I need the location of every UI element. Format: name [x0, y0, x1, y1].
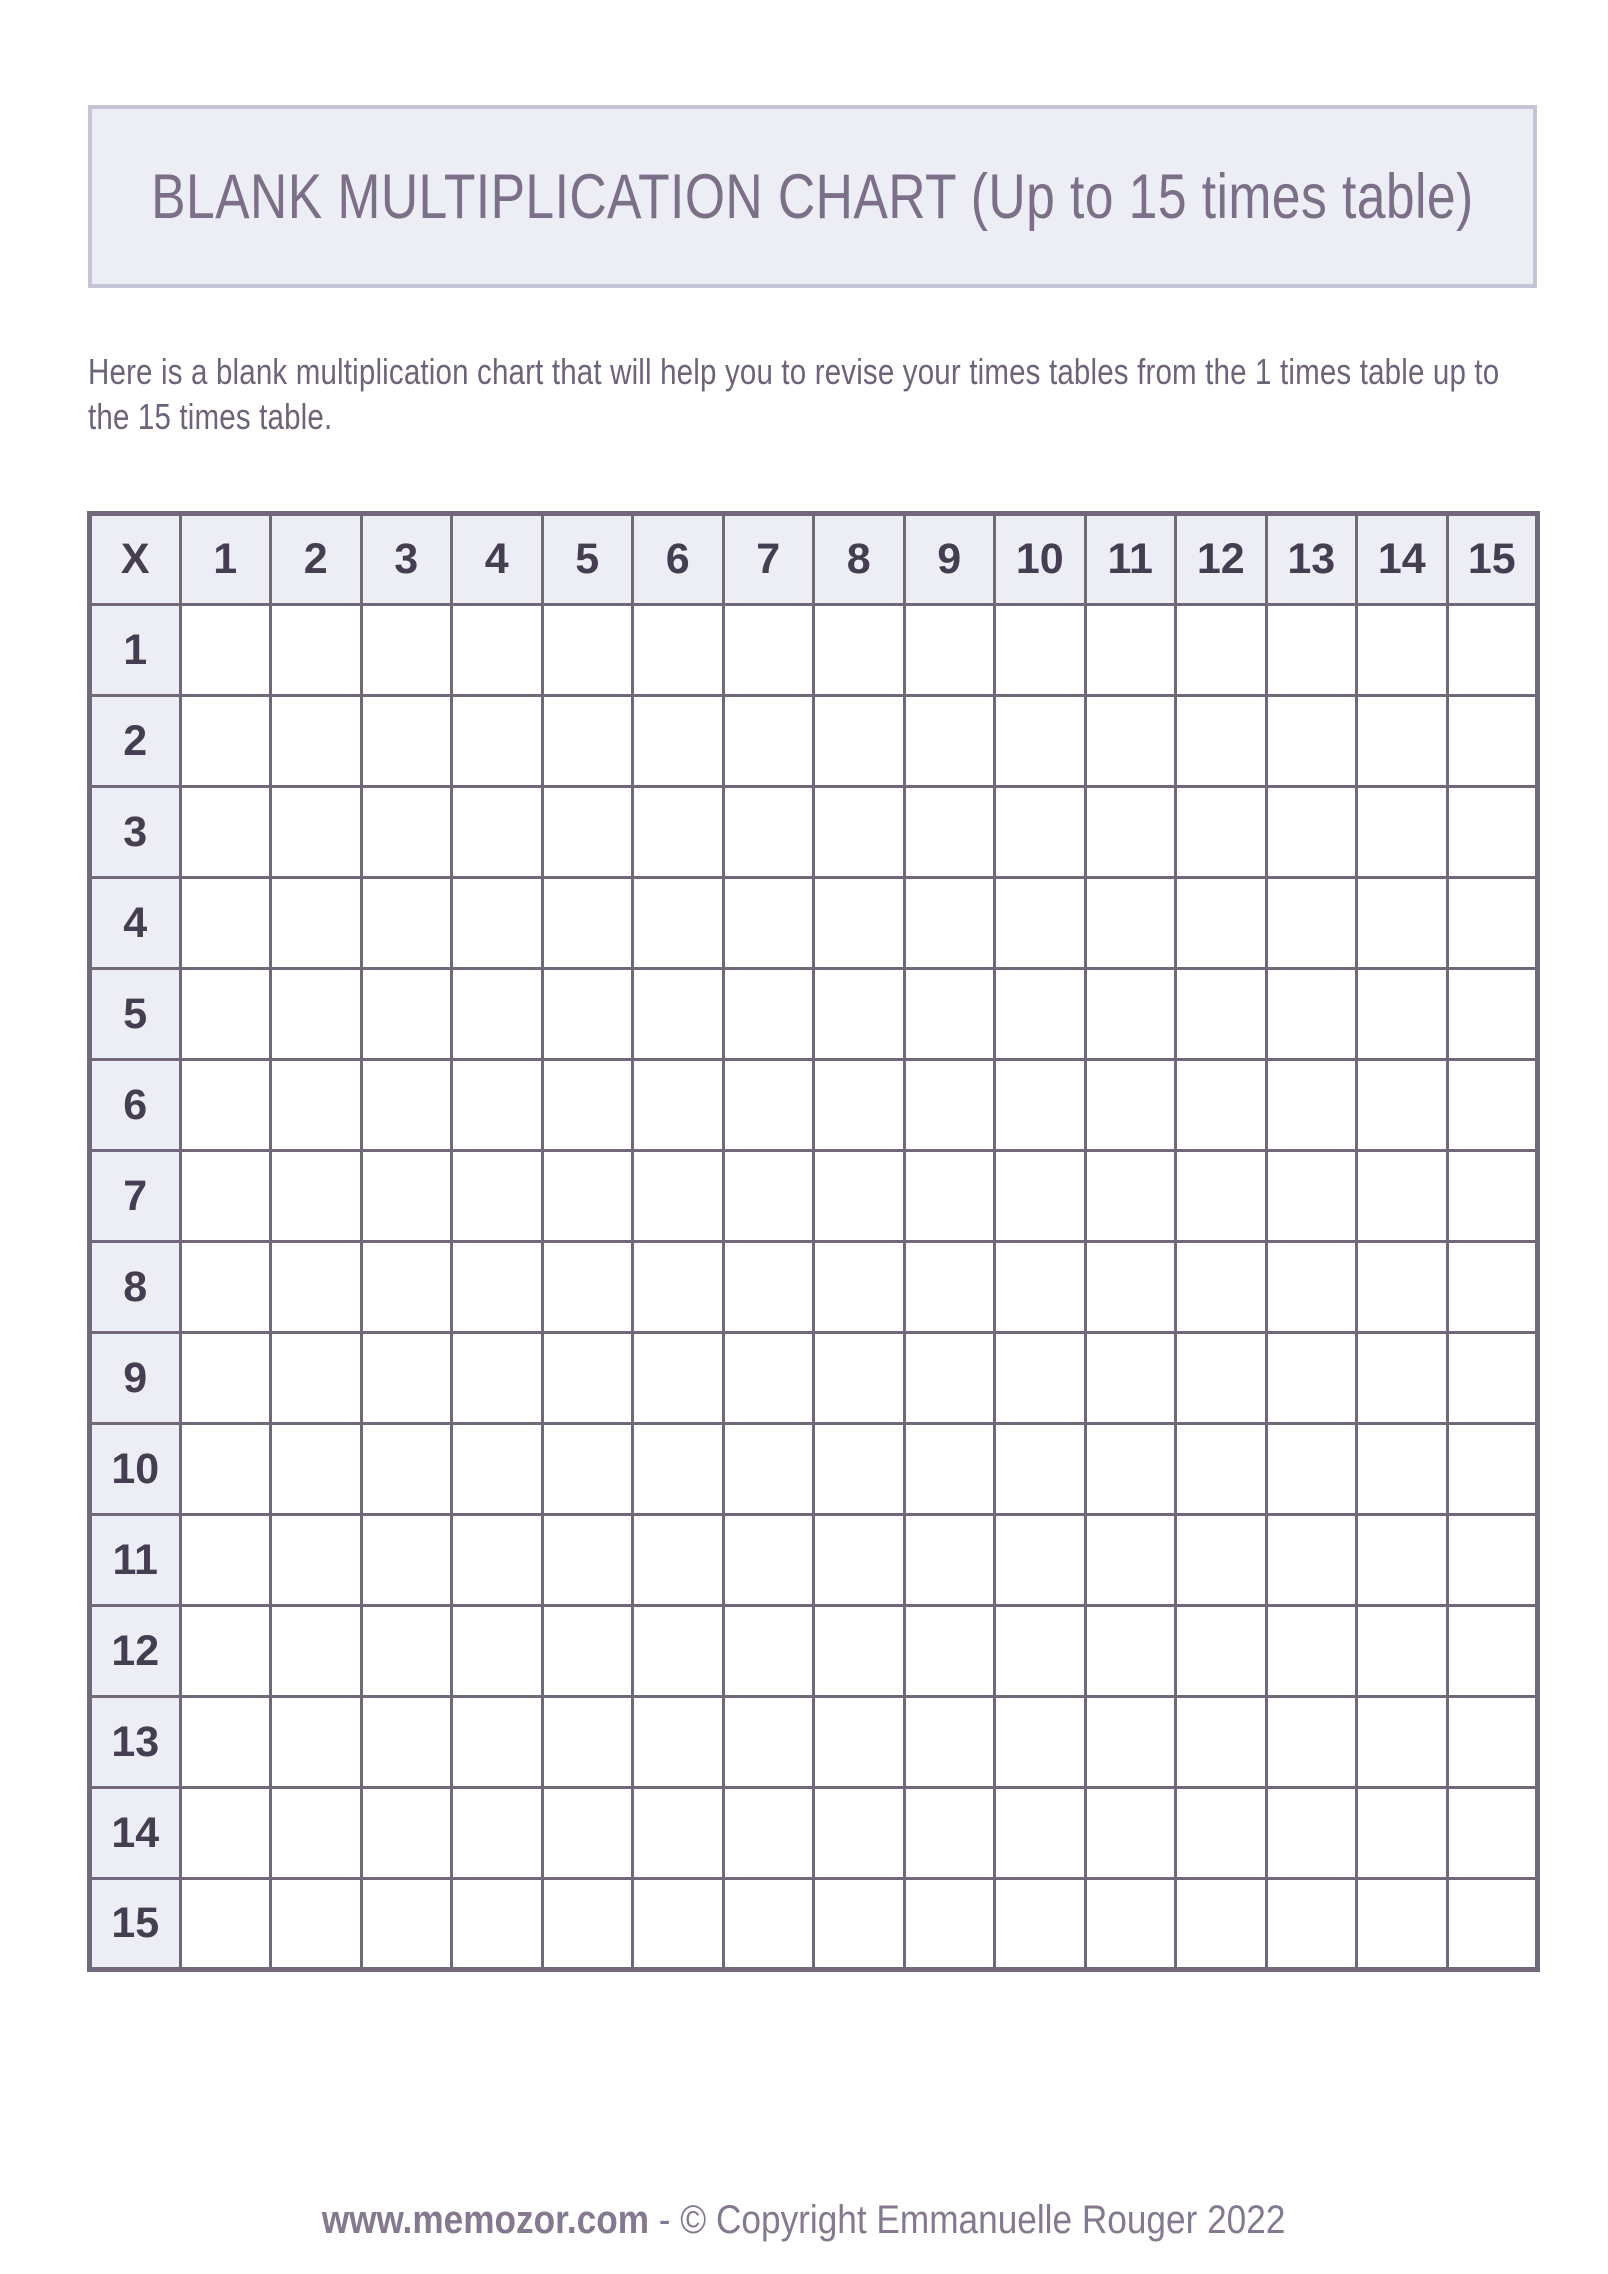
product-cell-5x6	[633, 969, 724, 1060]
product-cell-3x9	[904, 787, 995, 878]
product-cell-4x2	[271, 878, 362, 969]
product-cell-6x6	[633, 1060, 724, 1151]
product-cell-7x9	[904, 1151, 995, 1242]
title-banner	[88, 105, 1537, 288]
product-cell-2x11	[1085, 696, 1176, 787]
product-cell-13x9	[904, 1697, 995, 1788]
product-cell-4x8	[814, 878, 905, 969]
product-cell-1x8	[814, 605, 905, 696]
product-cell-7x7	[723, 1151, 814, 1242]
product-cell-3x11	[1085, 787, 1176, 878]
product-cell-8x5	[542, 1242, 633, 1333]
column-header-2: 2	[271, 514, 362, 605]
product-cell-13x5	[542, 1697, 633, 1788]
product-cell-2x3	[361, 696, 452, 787]
product-cell-8x10	[995, 1242, 1086, 1333]
product-cell-3x15	[1447, 787, 1538, 878]
product-cell-1x14	[1357, 605, 1448, 696]
product-cell-11x15	[1447, 1515, 1538, 1606]
product-cell-15x7	[723, 1879, 814, 1970]
product-cell-7x8	[814, 1151, 905, 1242]
product-cell-13x14	[1357, 1697, 1448, 1788]
product-cell-4x9	[904, 878, 995, 969]
product-cell-8x1	[180, 1242, 271, 1333]
product-cell-11x8	[814, 1515, 905, 1606]
product-cell-14x8	[814, 1788, 905, 1879]
product-cell-7x6	[633, 1151, 724, 1242]
product-cell-11x2	[271, 1515, 362, 1606]
product-cell-1x6	[633, 605, 724, 696]
column-header-7: 7	[723, 514, 814, 605]
footer-text	[322, 2198, 1286, 2243]
product-cell-2x4	[452, 696, 543, 787]
product-cell-2x7	[723, 696, 814, 787]
product-cell-5x7	[723, 969, 814, 1060]
row-header-7: 7	[90, 1151, 181, 1242]
product-cell-1x3	[361, 605, 452, 696]
product-cell-10x15	[1447, 1424, 1538, 1515]
product-cell-8x2	[271, 1242, 362, 1333]
product-cell-10x8	[814, 1424, 905, 1515]
product-cell-2x6	[633, 696, 724, 787]
product-cell-14x5	[542, 1788, 633, 1879]
product-cell-6x2	[271, 1060, 362, 1151]
product-cell-7x5	[542, 1151, 633, 1242]
product-cell-13x12	[1176, 1697, 1267, 1788]
product-cell-12x4	[452, 1606, 543, 1697]
row-header-2: 2	[90, 696, 181, 787]
product-cell-4x4	[452, 878, 543, 969]
product-cell-6x7	[723, 1060, 814, 1151]
table-row-11	[90, 1515, 1538, 1606]
product-cell-12x2	[271, 1606, 362, 1697]
product-cell-6x10	[995, 1060, 1086, 1151]
product-cell-9x8	[814, 1333, 905, 1424]
product-cell-9x10	[995, 1333, 1086, 1424]
column-header-row	[90, 514, 1538, 605]
product-cell-11x9	[904, 1515, 995, 1606]
product-cell-9x5	[542, 1333, 633, 1424]
row-header-12: 12	[90, 1606, 181, 1697]
product-cell-12x1	[180, 1606, 271, 1697]
row-header-10: 10	[90, 1424, 181, 1515]
product-cell-7x13	[1266, 1151, 1357, 1242]
corner-cell: X	[90, 514, 181, 605]
product-cell-4x15	[1447, 878, 1538, 969]
product-cell-5x2	[271, 969, 362, 1060]
product-cell-4x10	[995, 878, 1086, 969]
product-cell-11x12	[1176, 1515, 1267, 1606]
product-cell-10x14	[1357, 1424, 1448, 1515]
product-cell-5x1	[180, 969, 271, 1060]
product-cell-15x15	[1447, 1879, 1538, 1970]
product-cell-5x9	[904, 969, 995, 1060]
product-cell-5x12	[1176, 969, 1267, 1060]
product-cell-11x6	[633, 1515, 724, 1606]
product-cell-15x12	[1176, 1879, 1267, 1970]
product-cell-9x13	[1266, 1333, 1357, 1424]
product-cell-8x3	[361, 1242, 452, 1333]
product-cell-3x2	[271, 787, 362, 878]
row-header-15: 15	[90, 1879, 181, 1970]
product-cell-1x10	[995, 605, 1086, 696]
product-cell-15x4	[452, 1879, 543, 1970]
product-cell-9x11	[1085, 1333, 1176, 1424]
product-cell-8x6	[633, 1242, 724, 1333]
product-cell-11x1	[180, 1515, 271, 1606]
product-cell-10x5	[542, 1424, 633, 1515]
row-header-14: 14	[90, 1788, 181, 1879]
product-cell-10x6	[633, 1424, 724, 1515]
product-cell-5x10	[995, 969, 1086, 1060]
product-cell-9x14	[1357, 1333, 1448, 1424]
product-cell-8x14	[1357, 1242, 1448, 1333]
product-cell-2x2	[271, 696, 362, 787]
product-cell-8x4	[452, 1242, 543, 1333]
product-cell-12x15	[1447, 1606, 1538, 1697]
intro-sentence: Here is a blank multiplication chart that will help you to revise your times tables from the 1 times table up to the 15 times table.	[88, 351, 1500, 437]
multiplication-table	[87, 511, 1540, 1972]
product-cell-6x14	[1357, 1060, 1448, 1151]
column-header-14: 14	[1357, 514, 1448, 605]
product-cell-8x9	[904, 1242, 995, 1333]
product-cell-1x15	[1447, 605, 1538, 696]
product-cell-12x9	[904, 1606, 995, 1697]
row-header-13: 13	[90, 1697, 181, 1788]
table-row-5	[90, 969, 1538, 1060]
product-cell-1x5	[542, 605, 633, 696]
product-cell-9x12	[1176, 1333, 1267, 1424]
column-header-15: 15	[1447, 514, 1538, 605]
product-cell-15x8	[814, 1879, 905, 1970]
product-cell-3x12	[1176, 787, 1267, 878]
product-cell-2x8	[814, 696, 905, 787]
product-cell-7x14	[1357, 1151, 1448, 1242]
product-cell-9x4	[452, 1333, 543, 1424]
product-cell-13x6	[633, 1697, 724, 1788]
product-cell-11x7	[723, 1515, 814, 1606]
product-cell-5x14	[1357, 969, 1448, 1060]
product-cell-7x15	[1447, 1151, 1538, 1242]
product-cell-4x14	[1357, 878, 1448, 969]
product-cell-10x4	[452, 1424, 543, 1515]
product-cell-5x4	[452, 969, 543, 1060]
product-cell-3x7	[723, 787, 814, 878]
product-cell-14x7	[723, 1788, 814, 1879]
product-cell-6x13	[1266, 1060, 1357, 1151]
table-row-4	[90, 878, 1538, 969]
product-cell-14x11	[1085, 1788, 1176, 1879]
row-header-3: 3	[90, 787, 181, 878]
product-cell-1x12	[1176, 605, 1267, 696]
product-cell-15x9	[904, 1879, 995, 1970]
product-cell-4x3	[361, 878, 452, 969]
product-cell-7x4	[452, 1151, 543, 1242]
column-header-3: 3	[361, 514, 452, 605]
product-cell-10x9	[904, 1424, 995, 1515]
column-header-11: 11	[1085, 514, 1176, 605]
intro-paragraph	[88, 349, 1543, 439]
product-cell-5x3	[361, 969, 452, 1060]
row-header-9: 9	[90, 1333, 181, 1424]
product-cell-7x3	[361, 1151, 452, 1242]
product-cell-7x12	[1176, 1151, 1267, 1242]
product-cell-14x2	[271, 1788, 362, 1879]
product-cell-8x15	[1447, 1242, 1538, 1333]
product-cell-11x14	[1357, 1515, 1448, 1606]
product-cell-3x4	[452, 787, 543, 878]
product-cell-15x2	[271, 1879, 362, 1970]
product-cell-1x9	[904, 605, 995, 696]
product-cell-13x3	[361, 1697, 452, 1788]
product-cell-2x12	[1176, 696, 1267, 787]
product-cell-2x14	[1357, 696, 1448, 787]
product-cell-1x11	[1085, 605, 1176, 696]
table-body	[90, 605, 1538, 1970]
product-cell-4x5	[542, 878, 633, 969]
product-cell-12x7	[723, 1606, 814, 1697]
table-row-9	[90, 1333, 1538, 1424]
product-cell-11x4	[452, 1515, 543, 1606]
product-cell-2x15	[1447, 696, 1538, 787]
product-cell-1x1	[180, 605, 271, 696]
product-cell-5x8	[814, 969, 905, 1060]
table-row-14	[90, 1788, 1538, 1879]
product-cell-14x1	[180, 1788, 271, 1879]
product-cell-9x15	[1447, 1333, 1538, 1424]
product-cell-8x7	[723, 1242, 814, 1333]
product-cell-2x5	[542, 696, 633, 787]
product-cell-2x10	[995, 696, 1086, 787]
product-cell-8x8	[814, 1242, 905, 1333]
product-cell-1x7	[723, 605, 814, 696]
product-cell-12x11	[1085, 1606, 1176, 1697]
product-cell-13x11	[1085, 1697, 1176, 1788]
product-cell-4x1	[180, 878, 271, 969]
product-cell-6x12	[1176, 1060, 1267, 1151]
column-header-5: 5	[542, 514, 633, 605]
product-cell-10x2	[271, 1424, 362, 1515]
product-cell-12x6	[633, 1606, 724, 1697]
product-cell-5x13	[1266, 969, 1357, 1060]
column-header-10: 10	[995, 514, 1086, 605]
product-cell-15x6	[633, 1879, 724, 1970]
product-cell-3x14	[1357, 787, 1448, 878]
column-header-13: 13	[1266, 514, 1357, 605]
product-cell-3x13	[1266, 787, 1357, 878]
product-cell-12x12	[1176, 1606, 1267, 1697]
row-header-11: 11	[90, 1515, 181, 1606]
product-cell-1x4	[452, 605, 543, 696]
product-cell-12x10	[995, 1606, 1086, 1697]
product-cell-12x13	[1266, 1606, 1357, 1697]
product-cell-14x3	[361, 1788, 452, 1879]
product-cell-7x11	[1085, 1151, 1176, 1242]
row-header-1: 1	[90, 605, 181, 696]
footer-separator: -	[649, 2198, 681, 2242]
table-row-3	[90, 787, 1538, 878]
product-cell-11x5	[542, 1515, 633, 1606]
product-cell-9x2	[271, 1333, 362, 1424]
product-cell-10x7	[723, 1424, 814, 1515]
table-head	[90, 514, 1538, 605]
product-cell-13x8	[814, 1697, 905, 1788]
product-cell-8x13	[1266, 1242, 1357, 1333]
product-cell-14x12	[1176, 1788, 1267, 1879]
product-cell-8x11	[1085, 1242, 1176, 1333]
product-cell-4x6	[633, 878, 724, 969]
product-cell-6x4	[452, 1060, 543, 1151]
table-row-1	[90, 605, 1538, 696]
product-cell-7x10	[995, 1151, 1086, 1242]
product-cell-6x1	[180, 1060, 271, 1151]
product-cell-5x11	[1085, 969, 1176, 1060]
table-row-13	[90, 1697, 1538, 1788]
product-cell-14x6	[633, 1788, 724, 1879]
product-cell-5x5	[542, 969, 633, 1060]
product-cell-10x10	[995, 1424, 1086, 1515]
product-cell-10x3	[361, 1424, 452, 1515]
product-cell-11x10	[995, 1515, 1086, 1606]
table-row-6	[90, 1060, 1538, 1151]
product-cell-15x1	[180, 1879, 271, 1970]
footer-site-name: www.memozor.com	[322, 2198, 650, 2242]
product-cell-3x10	[995, 787, 1086, 878]
product-cell-6x15	[1447, 1060, 1538, 1151]
product-cell-11x3	[361, 1515, 452, 1606]
column-header-12: 12	[1176, 514, 1267, 605]
product-cell-12x14	[1357, 1606, 1448, 1697]
column-header-4: 4	[452, 514, 543, 605]
product-cell-15x13	[1266, 1879, 1357, 1970]
footer	[0, 2198, 1608, 2243]
product-cell-3x8	[814, 787, 905, 878]
product-cell-15x5	[542, 1879, 633, 1970]
column-header-9: 9	[904, 514, 995, 605]
row-header-5: 5	[90, 969, 181, 1060]
table-row-2	[90, 696, 1538, 787]
product-cell-3x1	[180, 787, 271, 878]
product-cell-8x12	[1176, 1242, 1267, 1333]
column-header-6: 6	[633, 514, 724, 605]
table-row-10	[90, 1424, 1538, 1515]
product-cell-9x6	[633, 1333, 724, 1424]
product-cell-14x14	[1357, 1788, 1448, 1879]
product-cell-3x6	[633, 787, 724, 878]
product-cell-12x3	[361, 1606, 452, 1697]
row-header-4: 4	[90, 878, 181, 969]
product-cell-14x13	[1266, 1788, 1357, 1879]
product-cell-4x7	[723, 878, 814, 969]
product-cell-13x4	[452, 1697, 543, 1788]
product-cell-4x11	[1085, 878, 1176, 969]
product-cell-15x3	[361, 1879, 452, 1970]
product-cell-14x15	[1447, 1788, 1538, 1879]
table-row-12	[90, 1606, 1538, 1697]
product-cell-9x9	[904, 1333, 995, 1424]
product-cell-2x13	[1266, 696, 1357, 787]
column-header-8: 8	[814, 514, 905, 605]
product-cell-14x10	[995, 1788, 1086, 1879]
product-cell-14x4	[452, 1788, 543, 1879]
product-cell-3x3	[361, 787, 452, 878]
product-cell-10x11	[1085, 1424, 1176, 1515]
product-cell-9x1	[180, 1333, 271, 1424]
product-cell-13x10	[995, 1697, 1086, 1788]
table-row-8	[90, 1242, 1538, 1333]
product-cell-13x15	[1447, 1697, 1538, 1788]
product-cell-6x11	[1085, 1060, 1176, 1151]
row-header-6: 6	[90, 1060, 181, 1151]
product-cell-3x5	[542, 787, 633, 878]
product-cell-11x11	[1085, 1515, 1176, 1606]
product-cell-9x7	[723, 1333, 814, 1424]
product-cell-6x9	[904, 1060, 995, 1151]
product-cell-6x5	[542, 1060, 633, 1151]
product-cell-7x2	[271, 1151, 362, 1242]
product-cell-13x7	[723, 1697, 814, 1788]
product-cell-2x9	[904, 696, 995, 787]
product-cell-1x2	[271, 605, 362, 696]
column-header-1: 1	[180, 514, 271, 605]
page-title: BLANK MULTIPLICATION CHART (Up to 15 times table)	[151, 161, 1474, 232]
product-cell-4x13	[1266, 878, 1357, 969]
product-cell-14x9	[904, 1788, 995, 1879]
product-cell-6x3	[361, 1060, 452, 1151]
product-cell-6x8	[814, 1060, 905, 1151]
row-header-8: 8	[90, 1242, 181, 1333]
product-cell-13x13	[1266, 1697, 1357, 1788]
product-cell-12x5	[542, 1606, 633, 1697]
product-cell-15x14	[1357, 1879, 1448, 1970]
product-cell-9x3	[361, 1333, 452, 1424]
product-cell-10x13	[1266, 1424, 1357, 1515]
product-cell-10x1	[180, 1424, 271, 1515]
product-cell-15x10	[995, 1879, 1086, 1970]
product-cell-2x1	[180, 696, 271, 787]
product-cell-15x11	[1085, 1879, 1176, 1970]
footer-copyright: © Copyright Emmanuelle Rouger 2022	[680, 2198, 1286, 2242]
table-row-15	[90, 1879, 1538, 1970]
product-cell-11x13	[1266, 1515, 1357, 1606]
product-cell-12x8	[814, 1606, 905, 1697]
product-cell-13x2	[271, 1697, 362, 1788]
product-cell-7x1	[180, 1151, 271, 1242]
product-cell-13x1	[180, 1697, 271, 1788]
product-cell-4x12	[1176, 878, 1267, 969]
product-cell-10x12	[1176, 1424, 1267, 1515]
product-cell-5x15	[1447, 969, 1538, 1060]
product-cell-1x13	[1266, 605, 1357, 696]
table-row-7	[90, 1151, 1538, 1242]
